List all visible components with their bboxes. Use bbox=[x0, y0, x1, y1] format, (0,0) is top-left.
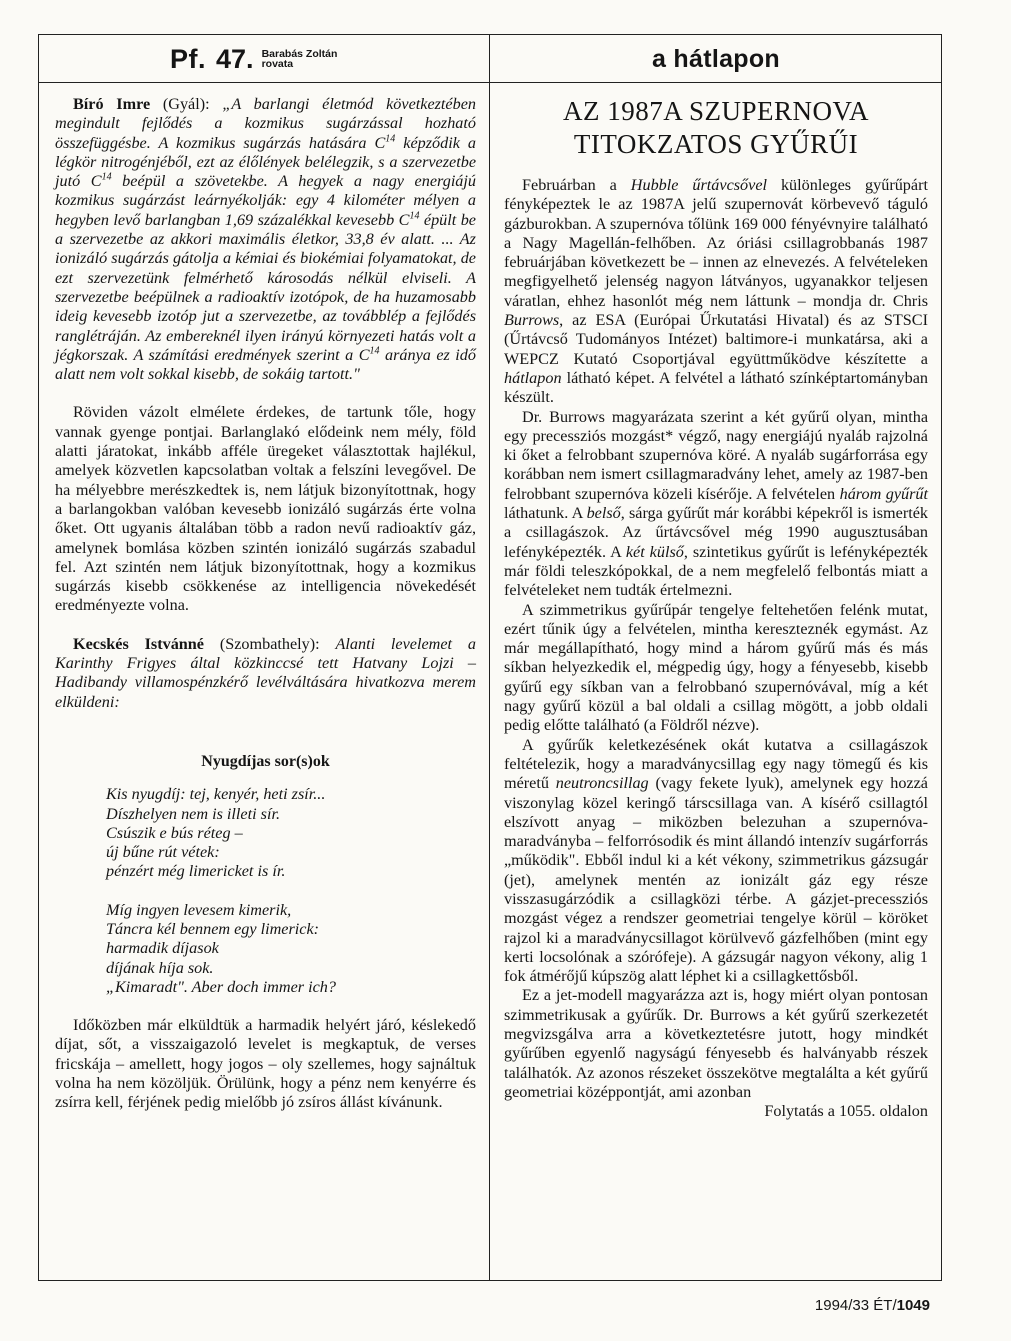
poem-line: Kis nyugdíj: tej, kenyér, heti zsír... bbox=[106, 785, 326, 804]
poem-line: harmadik díjasok bbox=[106, 939, 219, 958]
poem-line: „Kimaradt". Aber doch immer ich? bbox=[106, 977, 336, 996]
column-divider bbox=[489, 34, 490, 1281]
pf-label: Pf. bbox=[170, 43, 207, 74]
letter-author: Kecskés Istvánné bbox=[73, 634, 204, 653]
poem-line: díjának híja sok. bbox=[106, 958, 214, 977]
poem-stanza-2 bbox=[55, 901, 476, 997]
poem-line: pénzért még limericket is ír. bbox=[106, 862, 286, 881]
letter-place: (Szombathely): bbox=[203, 634, 336, 653]
editor-credit bbox=[262, 49, 338, 69]
continued-note: Folytatás a 1055. oldalon bbox=[764, 1102, 928, 1121]
letter-author: Bíró Imre bbox=[73, 95, 151, 113]
column-header bbox=[170, 40, 337, 78]
issue-label: 1994/33 ÉT/ bbox=[814, 1297, 897, 1314]
pf-number: 47. bbox=[216, 43, 254, 74]
article-title-line: AZ 1987A SZUPERNOVA bbox=[562, 96, 870, 126]
article-paragraph: A gyűrűk keletkezésének okát kutatva a csillagászok feltételezik, hogy a maradványcsillag egy nagy tömegű és kis méretű neutroncsillag (vagy fekete lyuk), amelynek egy hozzá viszonylag közel keringő társcsillaga van. A kísérő csillagtól elszívott anyag – miközben belezuhan a szupernóva-maradványba – felforrósodik és mint állandó intenzív sugárforrás „működik". Ebből indul ki a két vékony, szimmetrikus gázsugár (jet), amelynek mentén az ionizált gáz egy része visszasugárzódik a csillagközi térbe. A gázjet-precessziós mozgást végez a rendszer geometriai tengelye körül – köröket rajzol ki a maradványcsillagot körülvevő gázfelhőben (mint egy kerti locsolónak a szórófeje). A gázsugár nagyon vékony, alig 1 fok átmérőjű kúpszög alatt léphet ki a csillagkettősből. bbox=[504, 735, 928, 986]
article-paragraph: A szimmetrikus gyűrűpár tengelye feltehetően felénk mutat, ezért tűnik úgy a felvételen, mintha kereszteznék egymást. Az már megállapítható, hogy mind a három gyűrű más és más síkban helyezkedik el, mégpedig úgy, hogy a fényesebb, kisebb gyűrű egy síkban van a felrobbanó szupernóvával, míg a két nagy gyűrű közül a bal oldali a csillag mögött, a jobb oldali pedig előtte található (a Földről nézve). bbox=[504, 600, 928, 735]
poem-line: Táncra kél bennem egy limerick: bbox=[106, 919, 320, 938]
letter-kecskes bbox=[55, 635, 476, 712]
article-paragraph: Ez a jet-modell magyarázza azt is, hogy miért olyan pontosan szimmetrikusak a gyűrűk. Dr. Burrows a két gyűrű szerkezetét megvizsgálva arra a következtetésre jutott, hogy mindkét gyűrűben egyenlő nagyságú fényesebb és halványabb részek találhatók. Az azonos részeket összekötve megtalálta a két gyűrű geometriai középpontját, ami azonban bbox=[504, 986, 928, 1101]
letter-place: (Gyál): bbox=[150, 95, 223, 113]
article-title-line: TITOKZATOS GYŰRŰI bbox=[573, 129, 859, 159]
poem-line: Díszhelyen nem is illeti sír. bbox=[106, 804, 280, 823]
article-column bbox=[504, 95, 928, 1122]
editor-role: rovata bbox=[261, 58, 294, 70]
poem-line: új bűne rút vétek: bbox=[106, 843, 220, 862]
section-title: a hátlapon bbox=[651, 44, 780, 73]
letter-quote: Alanti levelemet a Karinthy Frigyes által közkinccsé tett Hatvany Lojzi – Hadibandy villamospénzkérő levélváltására hivatkozva merem elküldeni: bbox=[55, 634, 476, 711]
poem-stanza-1 bbox=[55, 785, 476, 881]
letter-biro bbox=[55, 95, 476, 384]
poem-title: Nyugdíjas sor(s)ok bbox=[201, 752, 330, 770]
article-paragraph: Dr. Burrows magyarázata szerint a két gyűrű olyan, mintha egy precessziós mozgást* végző, nagy energiájú nyaláb rajzolná ki őket a felrobbant szupernóva köré. A nyaláb sugárforrása egy korábban nem ismert csillagmaradvány lehet, amely az 1987-ben felrobbant szupernóva közeli kísérője. A felvételen három gyűrűt láthatunk. A belső, sárga gyűrűt már korábbi képekről is ismerték a csillagászok. Az űrtávcsővel még 1990 augusztusában lefényképezték. A két külső, szintetikus gyűrűt is lefényképezték már földi teleszkópokkal, de a nem megfelelő felbontás miatt a felvételeket nem tudták értelmezni. bbox=[504, 407, 928, 600]
poem-line: Csúszik e bús réteg – bbox=[106, 823, 243, 842]
reply-biro: Röviden vázolt elmélete érdekes, de tartunk tőle, hogy vannak gyenge pontjai. Barlanglakó elődeink nem mély, föld alatti járatokat, inkább afféle üregeket választottak hajlékul, amelyek közvetlen kapcsolatban voltak a felszíni levegővel. De ha mélyebbre merészkedtek is, nem látjuk bizonyítottnak, hogy a barlangokban valóban kevesebb ionizáló sugárzás érte volna őket. Ott ugyanis általában több a radon nevű radioaktív gáz, amelynek bomlása közben szintén ionizáló sugárzás szabadul fel. Azt szintén nem látjuk bizonyítottnak, hogy a kozmikus sugárzás kisebb csökkenése az intelligencia növekedését eredményezte volna. bbox=[55, 403, 476, 615]
letter-quote: „A barlangi életmód következtében megindult fejlődés a kozmikus sugárzással hozható összefüggésbe. A kozmikus sugárzás hatására $C^{14}$ képződik a légkör nitrogénjéből, ezt az élőlények belélegzik, s a szervezetbe jutó $C^{14}$ beépül a szövetekbe. A hegyek a nagy energiájú kozmikus sugárzást leárnyékolják: egy 4 kilométer mélyen a hegyben levő barlangban 1,69 százalékkal kevesebb $C^{14}$ épült be a szervezetbe az akkori maximális életkor, 33,8 év alatt. ... Az ionizáló sugárzás gátolja a kémiai és biokémiai folyamatokat, de ezt szervezetünk felmérhető károsodás nélkül elviseli. A szervezetbe beépülnek a radioaktív izotópok, de ha huzamosabb ideig kevesebb izotóp jut a szervezetbe, az továbblép a fejlődés ranglétráján. Az embereknél ilyen irányú környezeti hatás volt a jégkorszak. A számítási eredmények szerint a $C^{14}$ aránya ez idő alatt nem volt sokkal kisebb, de sokáig tartott." bbox=[55, 95, 476, 384]
header-divider bbox=[38, 82, 942, 83]
page-footer bbox=[700, 1297, 930, 1314]
editor-name: Barabás Zoltán bbox=[261, 48, 338, 60]
article-paragraph: Februárban a Hubble űrtávcsővel különleges gyűrűpárt fényképeztek le az 1987A jelű szupernovát körbevevő táguló gázburokban. A szupernóva tőlünk 169 000 fényévnyire található a Nagy Magellán-felhőben. Az óriási csillagrobbanás 1987 februárjában következett be – innen az elnevezés. A felvételeken megfigyelhető jelenség nagyon látványos, ugyanakkor teljesen váratlan, ehhez hasonlót még nem láttunk – mondja dr. Chris Burrows, az ESA (Európai Űrkutatási Hivatal) és az STSCI (Űrtávcső Tudományos Intézet) baltimore-i munkatársa, aki a WEPCZ Kutató Csoportjával együttműködve készítette a hátlapon látható képet. A felvétel a látható színképtartományban készült. bbox=[504, 176, 928, 407]
letters-column bbox=[55, 95, 476, 1113]
reply-kecskes: Időközben már elküldtük a harmadik helyért járó, késlekedő díjat, sőt, a visszaigazoló levelet is megkaptuk, de verses fricskája – amellett, hogy jogos – oly szellemes, hogy sajnáltuk volna ha nem közöljük. Örülünk, hogy a pénz nem kenyérre és zsírra kell, férjének pedig mielőbb jó zsíros állást kívánunk. bbox=[55, 1016, 476, 1112]
page-number: 1049 bbox=[896, 1297, 930, 1314]
article-title bbox=[504, 95, 928, 161]
poem-line: Míg ingyen levesem kimerik, bbox=[106, 900, 292, 919]
